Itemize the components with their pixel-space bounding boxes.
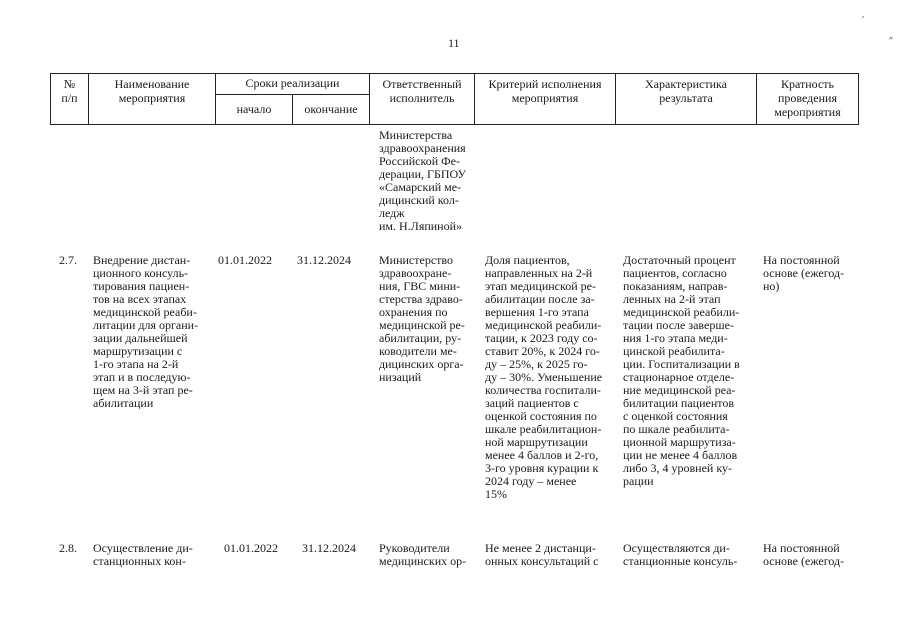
row-2-8-end: 31.12.2024 — [302, 541, 356, 555]
row-2-8-executor: Руководители медицинских ор- — [379, 541, 467, 568]
row-2-8-criterion: Не менее 2 дистанци- онных консультаций с — [485, 541, 599, 568]
cont-executor: Министерства здравоохранения Российской Фе- дерации, ГБПОУ «Самарский ме- дицинский кол- ледж им. Н.Ляпиной» — [379, 128, 467, 233]
page-number: 11 — [448, 36, 460, 50]
header-executor: Ответственный исполнитель — [370, 74, 475, 124]
row-2-7-end: 31.12.2024 — [297, 253, 351, 267]
scan-mark: ′ — [862, 15, 865, 26]
row-2-7-name: Внедрение дистан- ционного консуль- тирования пациен- тов на всех этапах медицинской реаби- литации для органи- зации дальнейшей маршрутизации с 1-го этапа на 2-й этап и в последую- щем на 3-й этап ре- абилитации — [93, 253, 199, 410]
table-header — [50, 73, 859, 125]
header-terms: Сроки реализации — [216, 74, 370, 94]
row-2-8-start: 01.01.2022 — [224, 541, 278, 555]
header-frequency: Кратность проведения мероприятия — [774, 77, 841, 119]
header-start: начало — [216, 95, 293, 124]
row-2-8-result: Осуществляются ди- станционные консуль- — [623, 541, 738, 568]
row-2-7-criterion: Доля пациентов, направленных на 2-й этап медицинской ре- абилитации после за- вершения 1-го этапа медицинской реабили- тации, к 2023 году со- ставит 20%, к 2024 го- ду – 25%, к 2025 го- ду – 30%. Уменьшение количества госпитали- заций пациентов с оценкой состояния по шкале реабилитацион- ной маршрутизации менее 4 баллов и 2-го, 3-го уровня курации к 2024 году – менее 15% — [485, 253, 603, 501]
row-2-7-start: 01.01.2022 — [218, 253, 272, 267]
header-criterion: Критерий исполнения мероприятия — [475, 74, 616, 124]
header-name: Наименование мероприятия — [89, 74, 216, 124]
row-2-7-executor: Министерство здравоохране- ния, ГВС мини- стерства здраво- охранения по медицинской ре- абилитации, ру- ководители ме- дицинских орга- низаций — [379, 253, 465, 384]
header-num: № п/п — [51, 74, 89, 124]
row-2-8-frequency: На постоянной основе (ежегод- — [763, 541, 845, 568]
row-2-8-num: 2.8. — [59, 541, 77, 555]
row-2-7-num: 2.7. — [59, 253, 77, 267]
row-2-8-name: Осуществление ди- станционных кон- — [93, 541, 193, 568]
header-end: окончание — [293, 95, 370, 124]
row-2-7-result: Достаточный процент пациентов, согласно показаниям, направ- ленных на 2-й этап медицинской реабили- тации после заверше- ния 1-го этапа меди- цинской реабилита- ции. Госпитализации в стационарное отделе- ние медицинской реа- билитации пациентов с оценкой состояния по шкале реабилита- ционной маршрутиза- ции не менее 4 баллов либо 3, 4 уровней ку- рации — [623, 253, 740, 488]
row-2-7-frequency: На постоянной основе (ежегод- но) — [763, 253, 845, 293]
scan-mark: ″ — [889, 36, 894, 47]
header-result: Характеристика результата — [616, 74, 757, 124]
